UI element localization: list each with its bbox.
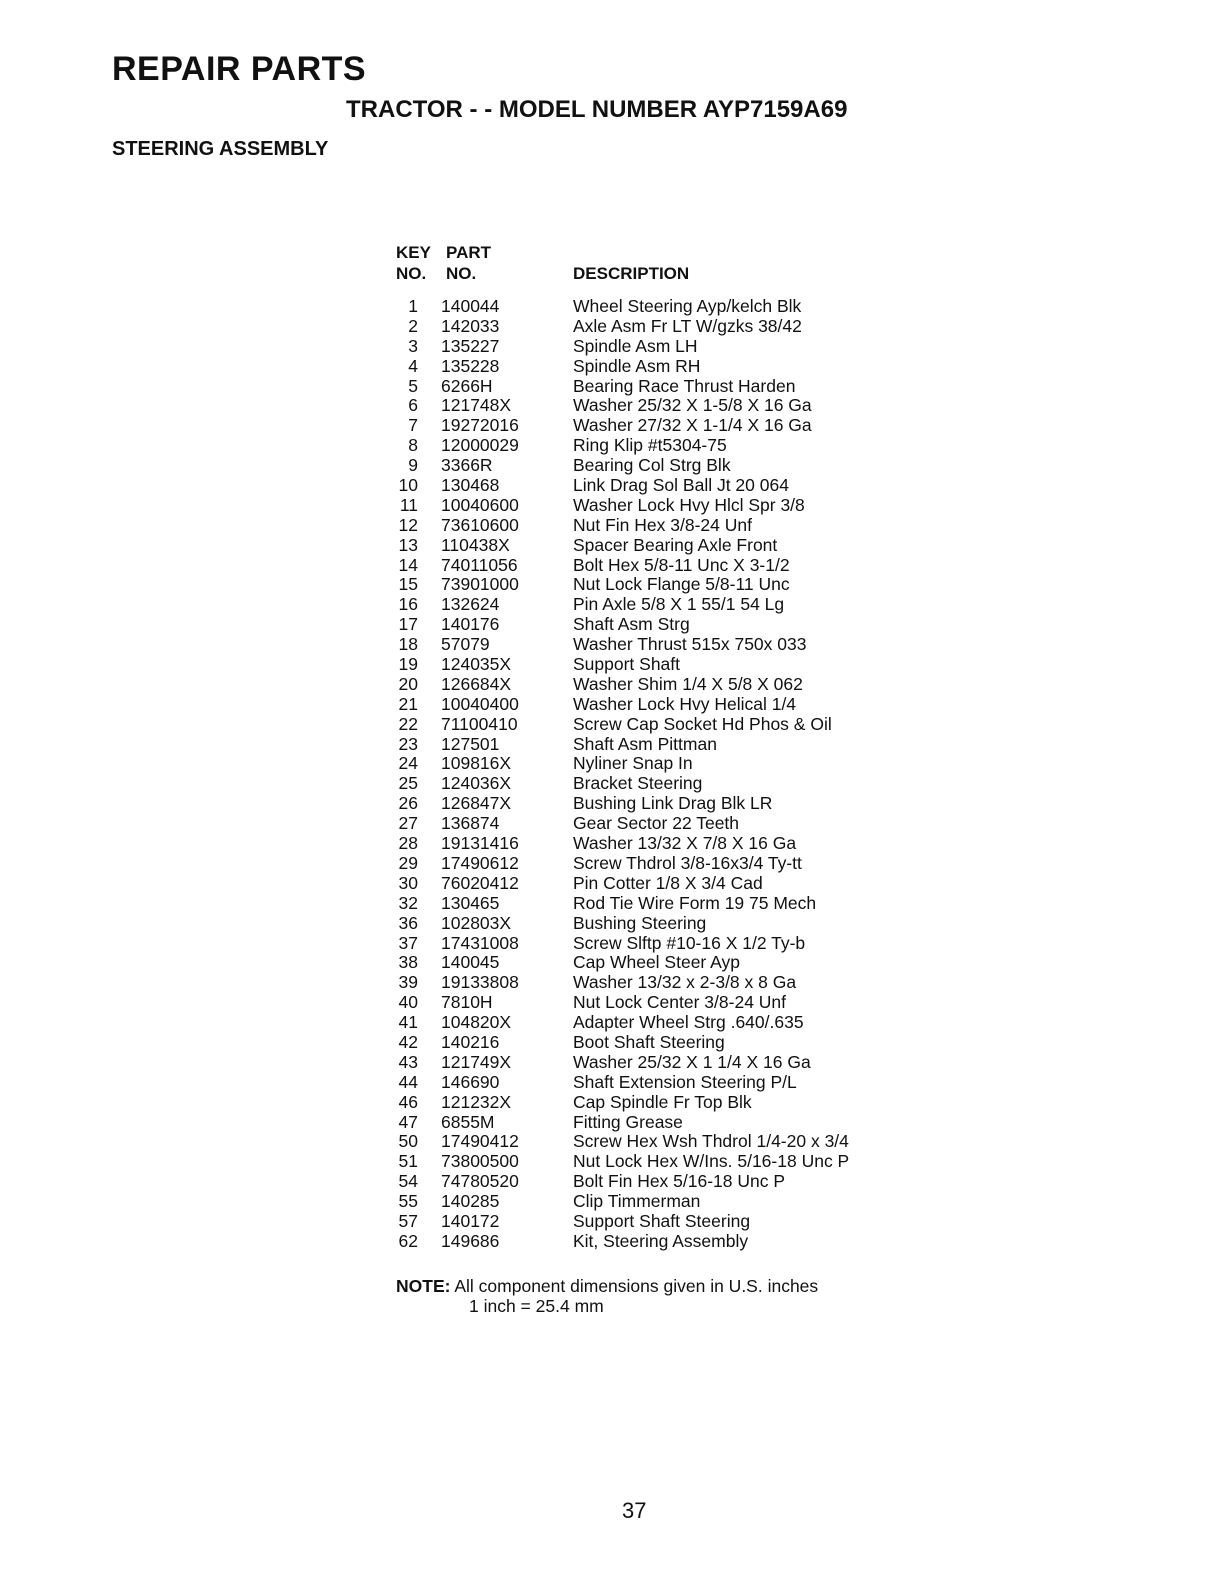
part-number: 6266H xyxy=(441,375,493,396)
key-number: 9 xyxy=(408,455,418,476)
key-number: 26 xyxy=(398,793,418,814)
part-description: Gear Sector 22 Teeth xyxy=(573,813,740,834)
table-row xyxy=(386,794,946,814)
part-number: 130468 xyxy=(441,475,500,496)
part-number: 57079 xyxy=(441,634,490,655)
key-number: 37 xyxy=(398,932,418,953)
part-number: 104820X xyxy=(441,1012,512,1033)
key-number: 5 xyxy=(408,375,418,396)
part-description: Support Shaft Steering xyxy=(573,1210,751,1231)
table-row xyxy=(386,774,946,794)
part-description: Boot Shaft Steering xyxy=(573,1031,725,1052)
table-row xyxy=(386,993,946,1013)
part-description: Support Shaft xyxy=(573,654,681,675)
part-number: 132624 xyxy=(441,594,500,615)
key-number: 11 xyxy=(399,494,418,515)
table-row xyxy=(386,377,946,397)
part-number: 135228 xyxy=(441,355,500,376)
column-header-part-line1: PART xyxy=(446,243,492,262)
part-description: Nut Lock Hex W/Ins. 5/16-18 Unc P xyxy=(573,1151,850,1172)
model-subtitle: TRACTOR - - MODEL NUMBER AYP7159A69 xyxy=(346,96,848,123)
part-number: 74780520 xyxy=(441,1171,519,1192)
table-row xyxy=(386,973,946,993)
column-header-part-line2: NO. xyxy=(446,264,477,283)
table-row xyxy=(386,615,946,635)
part-description: Nut Lock Flange 5/8-11 Unc xyxy=(573,574,790,595)
table-row xyxy=(386,1073,946,1093)
part-description: Nut Fin Hex 3/8-24 Unf xyxy=(573,514,752,535)
part-description: Pin Axle 5/8 X 1 55/1 54 Lg xyxy=(573,594,785,615)
part-number: 71100410 xyxy=(441,713,518,734)
column-header-part-no xyxy=(446,242,491,284)
part-number: 124035X xyxy=(441,654,512,675)
part-number: 19133808 xyxy=(441,972,519,993)
part-description: Bracket Steering xyxy=(573,773,703,794)
key-number: 4 xyxy=(408,355,418,376)
part-number: 110438X xyxy=(441,534,510,555)
table-row xyxy=(386,436,946,456)
part-number: 76020412 xyxy=(441,872,519,893)
part-description: Washer Thrust 515x 750x 033 xyxy=(573,634,807,655)
table-row xyxy=(386,536,946,556)
column-header-key-no xyxy=(396,242,431,284)
part-number: 6855M xyxy=(441,1111,495,1132)
part-description: Nut Lock Center 3/8-24 Unf xyxy=(573,992,787,1013)
key-number: 36 xyxy=(398,912,418,933)
table-row xyxy=(386,754,946,774)
key-number: 12 xyxy=(398,514,418,535)
part-number: 109816X xyxy=(441,753,512,774)
column-header-key-line2: NO. xyxy=(396,264,427,283)
part-description: Adapter Wheel Strg .640/.635 xyxy=(573,1012,804,1033)
part-number: 140045 xyxy=(441,952,500,973)
part-description: Spacer Bearing Axle Front xyxy=(573,534,778,555)
table-row xyxy=(386,317,946,337)
table-row xyxy=(386,556,946,576)
part-number: 140176 xyxy=(441,614,500,635)
table-row xyxy=(386,1013,946,1033)
table-row xyxy=(386,814,946,834)
part-number: 124036X xyxy=(441,773,512,794)
key-number: 47 xyxy=(398,1111,418,1132)
part-description: Washer 27/32 X 1-1/4 X 16 Ga xyxy=(573,415,812,436)
key-number: 41 xyxy=(398,1012,418,1033)
part-description: Shaft Asm Strg xyxy=(573,614,690,635)
table-row xyxy=(386,357,946,377)
table-row xyxy=(386,953,946,973)
part-number: 73901000 xyxy=(441,574,519,595)
part-number: 19272016 xyxy=(441,415,519,436)
part-description: Screw Slftp #10-16 X 1/2 Ty-b xyxy=(573,932,806,953)
table-row xyxy=(386,1113,946,1133)
key-number: 40 xyxy=(398,992,418,1013)
table-row xyxy=(386,635,946,655)
key-number: 7 xyxy=(408,415,418,436)
key-number: 19 xyxy=(398,654,418,675)
part-description: Screw Hex Wsh Thdrol 1/4-20 x 3/4 xyxy=(573,1131,849,1152)
table-row xyxy=(386,894,946,914)
key-number: 8 xyxy=(408,435,418,456)
table-row xyxy=(386,834,946,854)
part-number: 17490412 xyxy=(441,1131,519,1152)
table-row xyxy=(386,914,946,934)
part-description: Pin Cotter 1/8 X 3/4 Cad xyxy=(573,872,763,893)
key-number: 42 xyxy=(398,1031,418,1052)
table-row xyxy=(386,1033,946,1053)
part-number: 102803X xyxy=(441,912,512,933)
part-description: Bearing Race Thrust Harden xyxy=(573,375,796,396)
note xyxy=(396,1276,818,1296)
note-text: All component dimensions given in U.S. inches xyxy=(454,1276,819,1296)
table-row xyxy=(386,1212,946,1232)
part-number: 136874 xyxy=(441,813,500,834)
key-number: 1 xyxy=(408,296,418,316)
part-description: Bearing Col Strg Blk xyxy=(573,455,731,476)
table-row xyxy=(386,1152,946,1172)
part-number: 7810H xyxy=(441,992,493,1013)
key-number: 32 xyxy=(398,892,418,913)
parts-list xyxy=(386,297,946,1252)
table-row xyxy=(386,874,946,894)
table-row xyxy=(386,1192,946,1212)
part-description: Spindle Asm LH xyxy=(573,335,698,356)
part-number: 126847X xyxy=(441,793,512,814)
part-number: 142033 xyxy=(441,315,500,336)
part-description: Bolt Fin Hex 5/16-18 Unc P xyxy=(573,1171,786,1192)
part-number: 73610600 xyxy=(441,514,519,535)
key-number: 51 xyxy=(398,1151,418,1172)
key-number: 27 xyxy=(398,813,418,834)
column-header-description: DESCRIPTION xyxy=(573,264,690,283)
key-number: 38 xyxy=(398,952,418,973)
table-row xyxy=(386,337,946,357)
part-description: Spindle Asm RH xyxy=(573,355,701,376)
part-description: Screw Cap Socket Hd Phos & Oil xyxy=(573,713,832,734)
key-number: 30 xyxy=(398,872,418,893)
part-number: 19131416 xyxy=(441,833,519,854)
key-number: 29 xyxy=(398,852,418,873)
key-number: 24 xyxy=(398,753,418,774)
part-description: Bushing Steering xyxy=(573,912,707,933)
table-row xyxy=(386,595,946,615)
part-number: 140044 xyxy=(441,296,500,316)
table-row xyxy=(386,297,946,317)
part-number: 74011056 xyxy=(441,554,518,575)
key-number: 10 xyxy=(398,475,418,496)
key-number: 6 xyxy=(408,395,418,416)
key-number: 50 xyxy=(398,1131,418,1152)
part-number: 17490612 xyxy=(441,852,519,873)
part-description: Washer 25/32 X 1 1/4 X 16 Ga xyxy=(573,1051,811,1072)
table-row xyxy=(386,476,946,496)
part-number: 146690 xyxy=(441,1071,500,1092)
part-description: Washer 13/32 x 2-3/8 x 8 Ga xyxy=(573,972,797,993)
part-number: 126684X xyxy=(441,673,512,694)
part-description: Rod Tie Wire Form 19 75 Mech xyxy=(573,892,817,913)
key-number: 16 xyxy=(398,594,418,615)
part-number: 121232X xyxy=(441,1091,512,1112)
key-number: 43 xyxy=(398,1051,418,1072)
note-conversion: 1 inch = 25.4 mm xyxy=(469,1296,604,1316)
table-row xyxy=(386,854,946,874)
part-description: Shaft Extension Steering P/L xyxy=(573,1071,797,1092)
part-number: 140216 xyxy=(441,1031,500,1052)
part-number: 130465 xyxy=(441,892,500,913)
key-number: 22 xyxy=(398,713,418,734)
part-description: Ring Klip #t5304-75 xyxy=(573,435,727,456)
key-number: 23 xyxy=(398,733,418,754)
key-number: 46 xyxy=(398,1091,418,1112)
part-description: Axle Asm Fr LT W/gzks 38/42 xyxy=(573,315,802,336)
part-description: Washer Lock Hvy Helical 1/4 xyxy=(573,693,797,714)
table-row xyxy=(386,695,946,715)
table-row xyxy=(386,1232,946,1252)
key-number: 15 xyxy=(398,574,418,595)
part-number: 17431008 xyxy=(441,932,519,953)
part-description: Nyliner Snap In xyxy=(573,753,693,774)
part-number: 3366R xyxy=(441,455,493,476)
table-row xyxy=(386,715,946,735)
part-description: Washer 25/32 X 1-5/8 X 16 Ga xyxy=(573,395,812,416)
part-description: Shaft Asm Pittman xyxy=(573,733,717,754)
part-number: 140172 xyxy=(441,1210,500,1231)
table-row xyxy=(386,416,946,436)
key-number: 55 xyxy=(398,1191,418,1212)
part-number: 121748X xyxy=(441,395,512,416)
table-row xyxy=(386,496,946,516)
part-number: 121749X xyxy=(441,1051,512,1072)
key-number: 14 xyxy=(398,554,418,575)
part-description: Wheel Steering Ayp/kelch Blk xyxy=(573,296,802,316)
part-number: 149686 xyxy=(441,1230,500,1251)
part-number: 12000029 xyxy=(441,435,519,456)
part-description: Cap Wheel Steer Ayp xyxy=(573,952,740,973)
table-row xyxy=(386,934,946,954)
key-number: 21 xyxy=(398,693,418,714)
table-row xyxy=(386,1053,946,1073)
part-description: Washer Lock Hvy Hlcl Spr 3/8 xyxy=(573,494,805,515)
key-number: 25 xyxy=(398,773,418,794)
key-number: 20 xyxy=(398,673,418,694)
key-number: 28 xyxy=(398,833,418,854)
section-heading: STEERING ASSEMBLY xyxy=(112,138,329,160)
note-label: NOTE: xyxy=(396,1276,451,1296)
key-number: 3 xyxy=(408,335,418,356)
part-description: Clip Timmerman xyxy=(573,1191,701,1212)
key-number: 2 xyxy=(408,315,418,336)
column-header-key-line1: KEY xyxy=(396,243,431,262)
table-row xyxy=(386,735,946,755)
key-number: 13 xyxy=(398,534,418,555)
part-number: 10040400 xyxy=(441,693,519,714)
table-row xyxy=(386,655,946,675)
part-description: Washer Shim 1/4 X 5/8 X 062 xyxy=(573,673,803,694)
table-row xyxy=(386,575,946,595)
table-row xyxy=(386,675,946,695)
part-number: 73800500 xyxy=(441,1151,519,1172)
part-number: 10040600 xyxy=(441,494,519,515)
part-description: Bolt Hex 5/8-11 Unc X 3-1/2 xyxy=(573,554,790,575)
part-description: Screw Thdrol 3/8-16x3/4 Ty-tt xyxy=(573,852,802,873)
part-description: Fitting Grease xyxy=(573,1111,683,1132)
part-description: Kit, Steering Assembly xyxy=(573,1230,749,1251)
key-number: 17 xyxy=(398,614,418,635)
table-row xyxy=(386,1132,946,1152)
part-number: 127501 xyxy=(441,733,500,754)
part-number: 140285 xyxy=(441,1191,500,1212)
key-number: 44 xyxy=(398,1071,418,1092)
part-description: Washer 13/32 X 7/8 X 16 Ga xyxy=(573,833,797,854)
page-number: 37 xyxy=(622,1498,647,1523)
key-number: 54 xyxy=(398,1171,418,1192)
table-row xyxy=(386,456,946,476)
table-row xyxy=(386,1093,946,1113)
key-number: 18 xyxy=(398,634,418,655)
part-description: Link Drag Sol Ball Jt 20 064 xyxy=(573,475,789,496)
key-number: 39 xyxy=(398,972,418,993)
part-description: Bushing Link Drag Blk LR xyxy=(573,793,773,814)
part-number: 135227 xyxy=(441,335,500,356)
table-row xyxy=(386,396,946,416)
part-description: Cap Spindle Fr Top Blk xyxy=(573,1091,752,1112)
table-row xyxy=(386,1172,946,1192)
table-row xyxy=(386,516,946,536)
key-number: 62 xyxy=(398,1230,418,1251)
page-title: REPAIR PARTS xyxy=(112,50,367,88)
key-number: 57 xyxy=(398,1210,418,1231)
